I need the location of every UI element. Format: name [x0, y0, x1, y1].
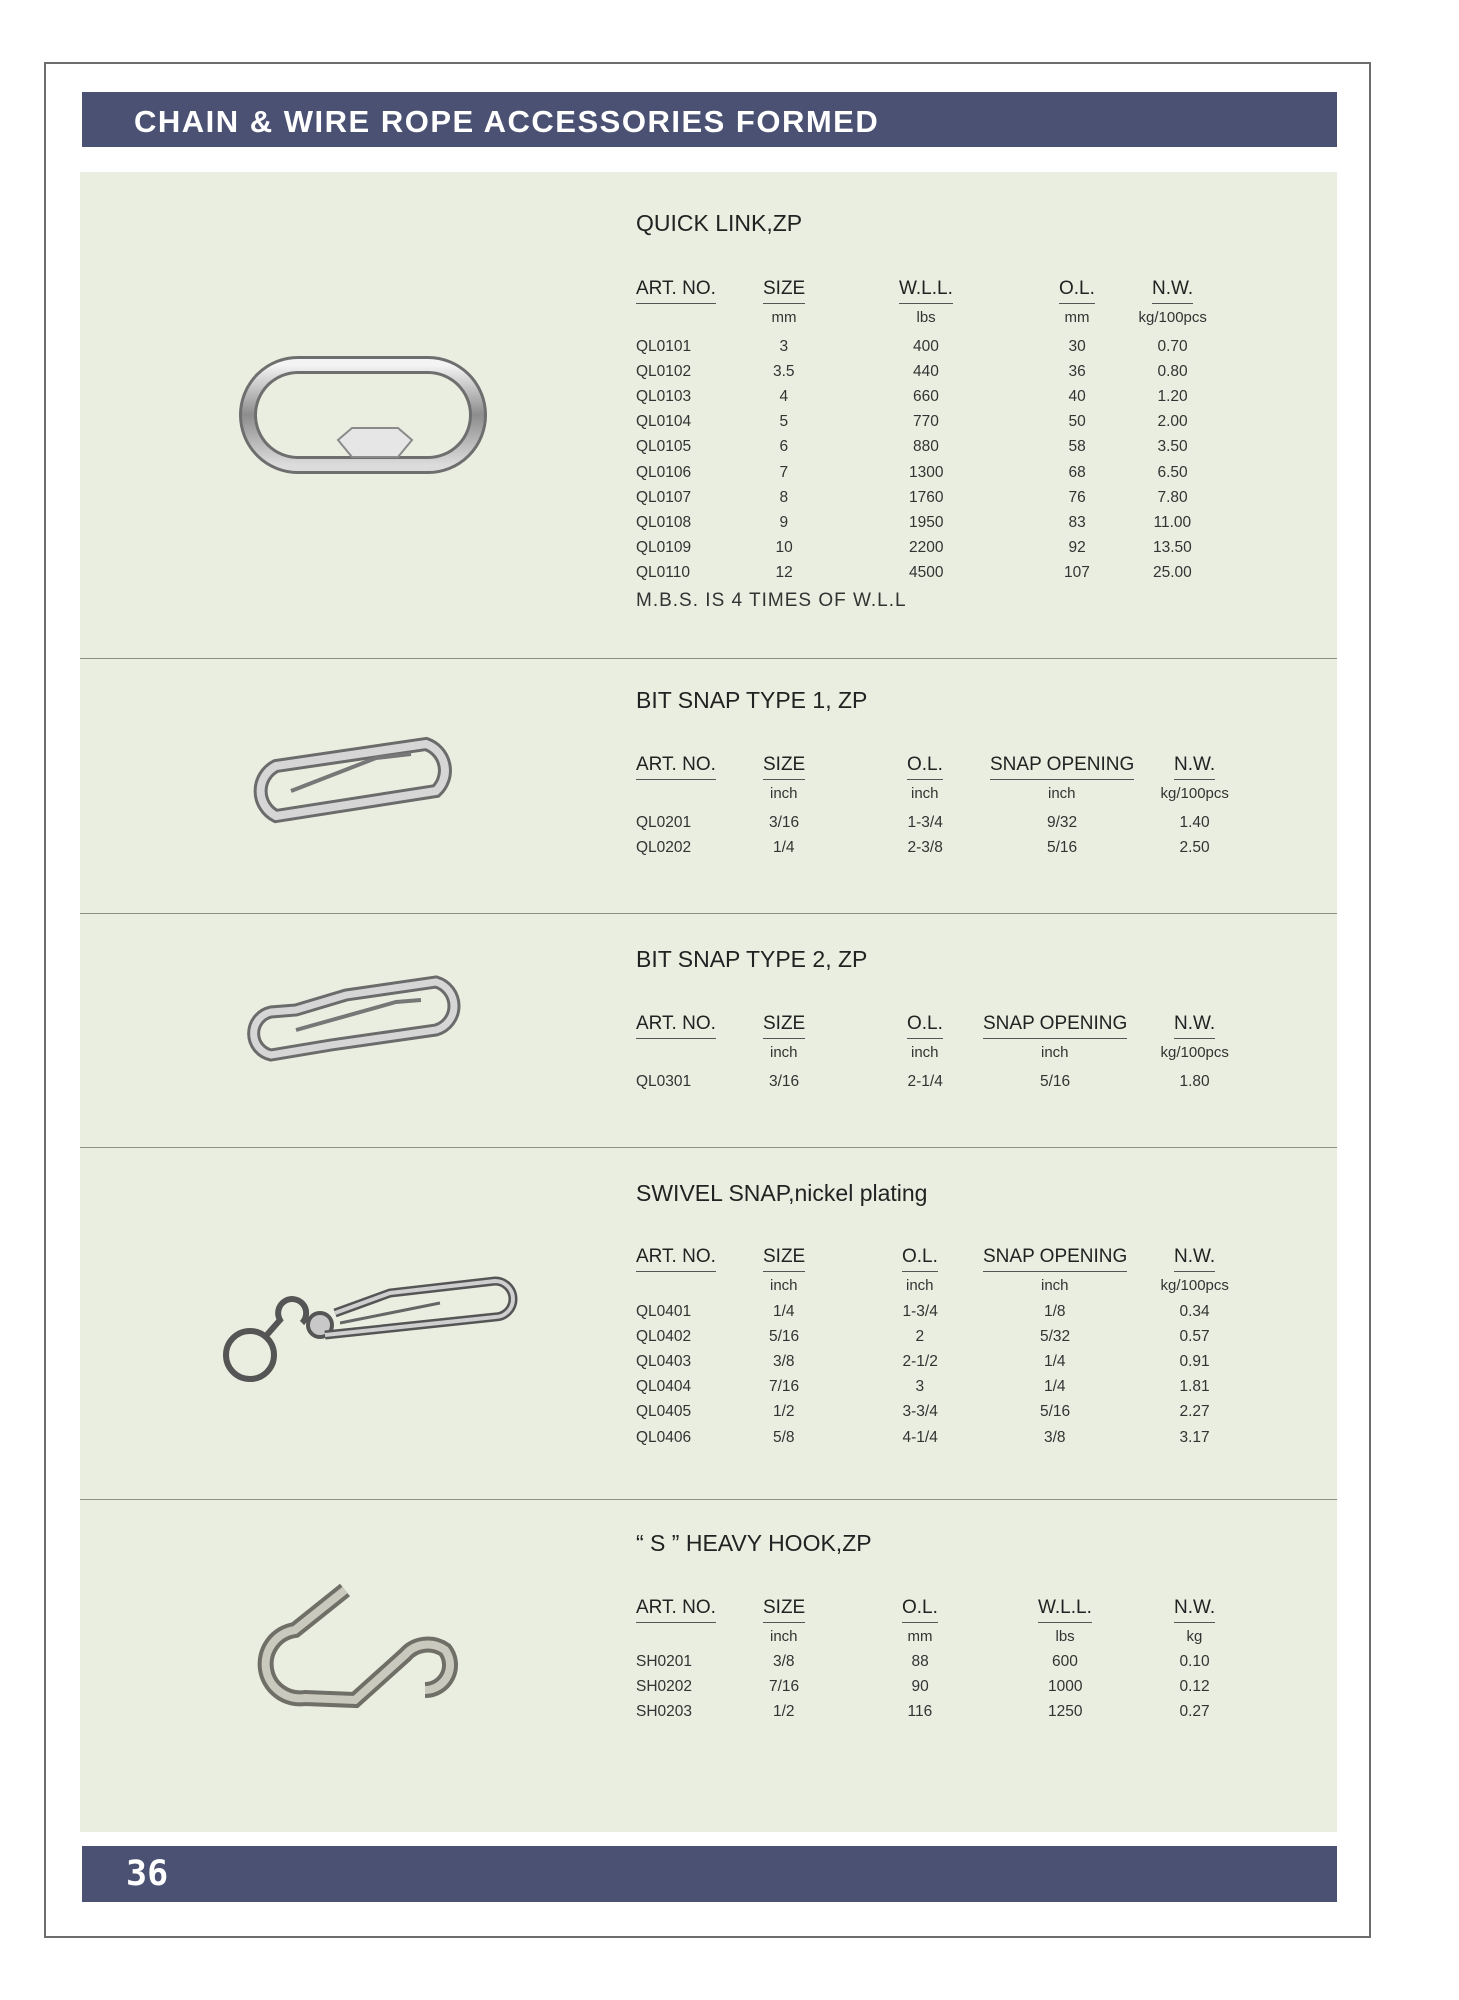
table-cell: 1.81: [1179, 1378, 1210, 1396]
table-cell: 9/32: [1047, 814, 1078, 831]
table-cell: 1/2: [773, 1403, 795, 1421]
column-header: ART. NO.: [636, 754, 716, 780]
table-cell: 2.27: [1179, 1403, 1210, 1421]
table-cell: 1/8: [1044, 1303, 1066, 1320]
art-no-cell: QL0108: [636, 513, 692, 531]
table-cell: 0.10: [1179, 1653, 1210, 1670]
column-header: SIZE: [763, 1246, 805, 1272]
column-header: N.W.: [1174, 1013, 1215, 1039]
column-unit: kg/100pcs: [1160, 1044, 1229, 1061]
column-header: N.W.: [1152, 278, 1193, 304]
table-cell: 1-3/4: [907, 814, 943, 831]
table-cell: 1.20: [1157, 388, 1188, 406]
table-cell: 5/16: [1040, 1073, 1071, 1090]
table-cell: 0.27: [1179, 1703, 1210, 1721]
column-unit: inch: [770, 1628, 798, 1645]
bit-snap-type2-photo: [236, 970, 486, 1070]
column-header: ART. NO.: [636, 1013, 716, 1039]
column-header: SIZE: [763, 278, 805, 304]
table-cell: 90: [911, 1678, 929, 1696]
art-no-cell: SH0202: [636, 1678, 693, 1696]
table-cell: 107: [1064, 563, 1090, 581]
table-cell: 1300: [909, 463, 944, 481]
table-cell: 440: [913, 363, 939, 381]
art-no-cell: QL0106: [636, 463, 692, 481]
section-title-quick-link: QUICK LINK,ZP: [636, 210, 803, 236]
table-cell: 3-3/4: [902, 1403, 938, 1421]
column-header: N.W.: [1174, 1246, 1215, 1272]
table-cell: 1-3/4: [902, 1303, 938, 1320]
table-cell: 5/16: [1040, 1403, 1071, 1421]
table-cell: 1/4: [773, 839, 795, 857]
page-title: CHAIN & WIRE ROPE ACCESSORIES FORMED: [134, 104, 880, 139]
table-cell: 6.50: [1157, 463, 1188, 481]
table-cell: 2-1/2: [902, 1353, 938, 1371]
column-unit: inch: [770, 1277, 798, 1294]
table-cell: 2.50: [1179, 839, 1210, 857]
column-header: ART. NO.: [636, 278, 716, 304]
table-cell: 1/4: [1044, 1378, 1066, 1396]
table-cell: 2.00: [1157, 413, 1188, 431]
table-cell: 8: [779, 488, 789, 506]
column-unit: kg/100pcs: [1138, 309, 1207, 326]
column-header: ART. NO.: [636, 1597, 716, 1623]
art-no-cell: QL0103: [636, 388, 692, 406]
art-no-cell: SH0203: [636, 1703, 693, 1721]
column-unit: inch: [911, 1044, 939, 1061]
art-no-cell: QL0107: [636, 488, 692, 506]
table-cell: 5/32: [1040, 1328, 1071, 1346]
table-cell: 1/4: [1044, 1353, 1066, 1371]
column-header: SIZE: [763, 754, 805, 780]
table-cell: 5/8: [773, 1428, 795, 1446]
column-header: SNAP OPENING: [983, 1013, 1127, 1039]
table-cell: 50: [1068, 413, 1086, 431]
art-no-cell: QL0105: [636, 438, 692, 456]
table-cell: 0.57: [1179, 1328, 1210, 1346]
table-cell: 10: [775, 538, 793, 556]
table-cell: 3/8: [773, 1353, 795, 1371]
column-unit: inch: [1048, 785, 1076, 802]
table-cell: 400: [913, 338, 939, 355]
table-cell: 25.00: [1153, 563, 1192, 581]
column-header: SIZE: [763, 1013, 805, 1039]
swivel-snap-photo: [210, 1265, 540, 1395]
art-no-cell: QL0109: [636, 538, 692, 556]
art-no-cell: QL0102: [636, 363, 692, 381]
table-cell: 0.12: [1179, 1678, 1210, 1696]
table-cell: 5: [779, 413, 789, 431]
table-cell: 88: [911, 1653, 929, 1670]
column-unit: kg/100pcs: [1160, 785, 1229, 802]
column-header: SNAP OPENING: [990, 754, 1134, 780]
table-cell: 2200: [909, 538, 944, 556]
table-cell: 2: [915, 1328, 925, 1346]
table-cell: 2-1/4: [907, 1073, 943, 1090]
s-hook-photo: [255, 1580, 475, 1720]
art-no-cell: QL0101: [636, 338, 692, 355]
page-number: 36: [126, 1854, 169, 1894]
column-header: SNAP OPENING: [983, 1246, 1127, 1272]
quick-link-photo: [230, 345, 510, 485]
column-unit: lbs: [1055, 1628, 1075, 1645]
table-cell: 11.00: [1153, 513, 1192, 531]
art-no-cell: QL0201: [636, 814, 692, 831]
table-cell: 770: [913, 413, 939, 431]
table-cell: 660: [913, 388, 939, 406]
table-cell: 3.17: [1179, 1428, 1210, 1446]
art-no-cell: QL0202: [636, 839, 692, 857]
art-no-cell: QL0104: [636, 413, 692, 431]
table-cell: 4500: [909, 563, 944, 581]
column-unit: mm: [1064, 309, 1090, 326]
column-unit: inch: [1041, 1044, 1069, 1061]
table-cell: 40: [1068, 388, 1086, 406]
table-cell: 3/8: [773, 1653, 795, 1670]
column-header: O.L.: [902, 1246, 938, 1272]
header-bar: [82, 92, 1337, 147]
table-cell: 9: [779, 513, 789, 531]
table-cell: 1/4: [773, 1303, 795, 1320]
column-header: O.L.: [907, 1013, 943, 1039]
column-unit: inch: [906, 1277, 934, 1294]
table-cell: 13.50: [1153, 538, 1192, 556]
table-cell: 0.80: [1157, 363, 1188, 381]
table-cell: 3.5: [773, 363, 795, 381]
table-cell: 880: [913, 438, 939, 456]
column-unit: lbs: [916, 309, 936, 326]
table-cell: 3/16: [769, 1073, 800, 1090]
table-cell: 7/16: [769, 1678, 800, 1696]
table-cell: 1760: [909, 488, 944, 506]
table-cell: 0.91: [1179, 1353, 1210, 1371]
table-cell: 1950: [909, 513, 944, 531]
column-header: ART. NO.: [636, 1246, 716, 1272]
table-cell: 1250: [1048, 1703, 1083, 1721]
table-cell: 58: [1068, 438, 1086, 456]
column-unit: inch: [911, 785, 939, 802]
column-unit: inch: [770, 1044, 798, 1061]
column-header: N.W.: [1174, 1597, 1215, 1623]
art-no-cell: QL0401: [636, 1303, 692, 1320]
table-cell: 1.40: [1179, 814, 1210, 831]
column-header: W.L.L.: [1038, 1597, 1092, 1623]
table-cell: 83: [1068, 513, 1086, 531]
table-cell: 36: [1068, 363, 1086, 381]
table-cell: 1000: [1048, 1678, 1083, 1696]
table-cell: 2-3/8: [907, 839, 943, 857]
section-divider: [80, 913, 1337, 914]
section-title-swivel-snap: SWIVEL SNAP,nickel plating: [636, 1180, 928, 1206]
section-title-s-hook: “ S ” HEAVY HOOK,ZP: [636, 1530, 872, 1556]
table-cell: 7/16: [769, 1378, 800, 1396]
table-cell: 3: [779, 338, 789, 355]
section-title-bit-snap-type1: BIT SNAP TYPE 1, ZP: [636, 687, 868, 713]
column-header: SIZE: [763, 1597, 805, 1623]
column-unit: kg/100pcs: [1160, 1277, 1229, 1294]
section-divider: [80, 1499, 1337, 1500]
art-no-cell: QL0406: [636, 1428, 692, 1446]
art-no-cell: QL0403: [636, 1353, 692, 1371]
table-cell: 6: [779, 438, 789, 456]
table-cell: 92: [1068, 538, 1086, 556]
table-cell: 76: [1068, 488, 1086, 506]
table-cell: 4-1/4: [902, 1428, 938, 1446]
column-header: N.W.: [1174, 754, 1215, 780]
column-unit: inch: [770, 785, 798, 802]
art-no-cell: SH0201: [636, 1653, 693, 1670]
bit-snap-type1-photo: [236, 736, 476, 836]
column-unit: mm: [907, 1628, 933, 1645]
table-cell: 5/16: [769, 1328, 800, 1346]
table-cell: 5/16: [1047, 839, 1078, 857]
art-no-cell: QL0301: [636, 1073, 692, 1090]
table-cell: 12: [775, 563, 793, 581]
column-unit: kg: [1186, 1628, 1203, 1645]
table-cell: 7.80: [1157, 488, 1188, 506]
column-header: O.L.: [907, 754, 943, 780]
art-no-cell: QL0110: [636, 563, 691, 581]
table-cell: 4: [779, 388, 789, 406]
section-divider: [80, 658, 1337, 659]
table-cell: 0.70: [1157, 338, 1188, 355]
table-cell: 3: [915, 1378, 925, 1396]
table-cell: 1.80: [1179, 1073, 1210, 1090]
table-cell: 1/2: [773, 1703, 795, 1721]
table-cell: 116: [907, 1703, 933, 1721]
table-cell: 0.34: [1179, 1303, 1210, 1320]
table-cell: 600: [1052, 1653, 1078, 1670]
table-cell: 3.50: [1157, 438, 1188, 456]
art-no-cell: QL0405: [636, 1403, 692, 1421]
column-unit: mm: [771, 309, 797, 326]
column-header: O.L.: [1059, 278, 1095, 304]
column-header: W.L.L.: [899, 278, 953, 304]
table-cell: 7: [779, 463, 789, 481]
column-header: O.L.: [902, 1597, 938, 1623]
table-cell: 3/8: [1044, 1428, 1066, 1446]
art-no-cell: QL0404: [636, 1378, 692, 1396]
art-no-cell: QL0402: [636, 1328, 692, 1346]
section-divider: [80, 1147, 1337, 1148]
table-cell: 3/16: [769, 814, 800, 831]
section-title-bit-snap-type2: BIT SNAP TYPE 2, ZP: [636, 946, 868, 972]
table-cell: 68: [1068, 463, 1086, 481]
column-unit: inch: [1041, 1277, 1069, 1294]
table-cell: 30: [1068, 338, 1086, 355]
footer-bar: [82, 1846, 1337, 1902]
mbs-note: M.B.S. IS 4 TIMES OF W.L.L: [636, 590, 907, 611]
